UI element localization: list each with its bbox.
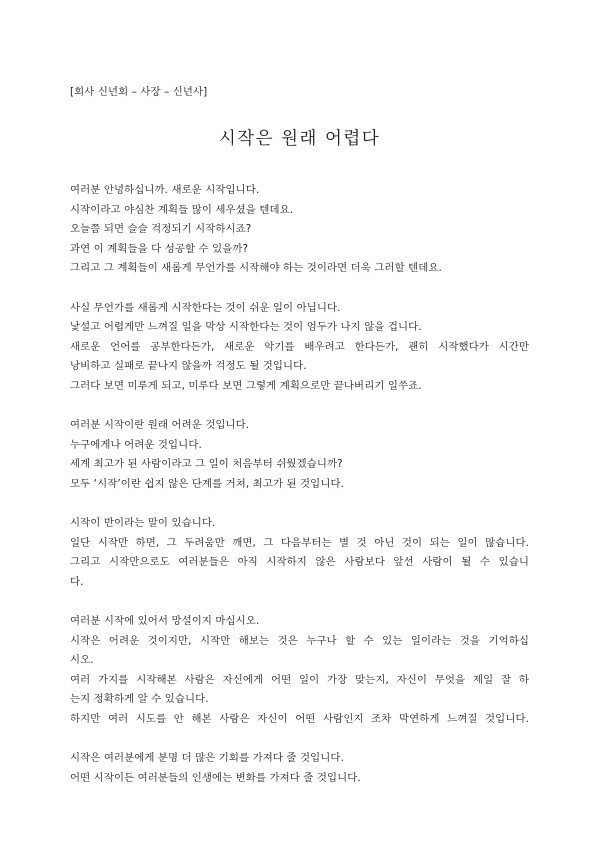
text-line: 오늘쯤 되면 슬슬 걱정되기 시작하시죠?	[70, 223, 252, 236]
text-line: 낭비하고 실패로 끝나지 않을까 걱정도 될 것입니다.	[70, 360, 307, 373]
text-line: 일단 시작만 하면, 그 두려움만 깨면, 그 다음부터는 별 것 아닌 것이 되는 일이 많습니다.	[70, 536, 529, 549]
text-line: 시작이 반이라는 말이 있습니다.	[70, 517, 216, 530]
document-category: [회사 신년회 – 사장 – 신년사]	[70, 86, 208, 98]
text-line: 시작은 어려운 것이지만, 시작만 해보는 것은 누구나 할 수 있는 일이라는 것을 기억하십	[70, 634, 529, 647]
text-line: 그리고 그 계획들이 새롭게 무언가를 시작해야 하는 것이라면 더욱 그러할 텐데요.	[70, 262, 442, 275]
text-line: 어떤 시작이든 여러분들의 인생에는 변화를 가져다 줄 것입니다.	[70, 771, 361, 784]
text-line: 그러다 보면 미루게 되고, 미루다 보면 그렇게 계획으로만 끝나버리기 일쑤죠.	[70, 379, 422, 392]
text-line: 하지만 여러 시도를 안 해본 사람은 자신이 어떤 사람인지 조차 막연하게 느껴질 것입니다.	[70, 713, 529, 726]
text-line: 그리고 시작만으로도 여러분들은 아직 시작하지 않은 사람보다 앞선 사람이 될 수 있습니	[70, 556, 529, 569]
paragraph-3	[70, 416, 529, 494]
text-line: 시오.	[70, 654, 94, 667]
paragraph-6	[70, 749, 529, 788]
document-title: 시작은 원래 어렵다	[218, 129, 381, 149]
text-line: 낯설고 어렵게만 느껴질 일을 막상 시작한다는 것이 엄두가 나지 않을 겁니다.	[70, 321, 422, 334]
text-line: 새로운 언어를 공부한다든가, 새로운 악기를 배우려고 한다든가, 괜히 시작했다가 시간만	[70, 340, 529, 353]
text-line: 모두 ‘시작’이란 쉽지 않은 단계를 거쳐, 최고가 된 것입니다.	[70, 477, 344, 490]
text-line: 여러분 시작이란 원래 어려운 것입니다.	[70, 419, 250, 432]
paragraph-4	[70, 514, 529, 592]
text-line: 여러 가지를 시작해본 사람은 자신에게 어떤 일이 가장 맞는지, 자신이 무엇을 제일 잘 하	[70, 673, 529, 686]
text-line: 과연 이 계획들을 다 성공할 수 있을까?	[70, 242, 249, 255]
text-line: 시작은 여러분에게 분명 더 많은 기회를 가져다 줄 것입니다.	[70, 752, 344, 765]
text-line: 다.	[70, 575, 84, 588]
paragraph-2	[70, 299, 529, 397]
text-line: 여러분 시작에 있어서 망설이지 마십시오.	[70, 615, 260, 628]
text-line: 여러분 안녕하십니까. 새로운 시작입니다.	[70, 184, 260, 196]
paragraph-1	[70, 181, 529, 279]
text-line: 시작이라고 야심찬 계획들 많이 세우셨을 텐데요.	[70, 203, 294, 216]
text-line: 사실 무언가를 새롭게 시작한다는 것이 쉬운 일이 아닙니다.	[70, 301, 341, 314]
text-line: 누구에게나 어려운 것입니다.	[70, 438, 202, 451]
text-line: 세계 최고가 된 사람이라고 그 일이 처음부터 쉬웠겠습니까?	[70, 458, 343, 471]
text-line: 는지 정확하게 알 수 있습니다.	[70, 693, 209, 706]
paragraph-5	[70, 612, 529, 730]
